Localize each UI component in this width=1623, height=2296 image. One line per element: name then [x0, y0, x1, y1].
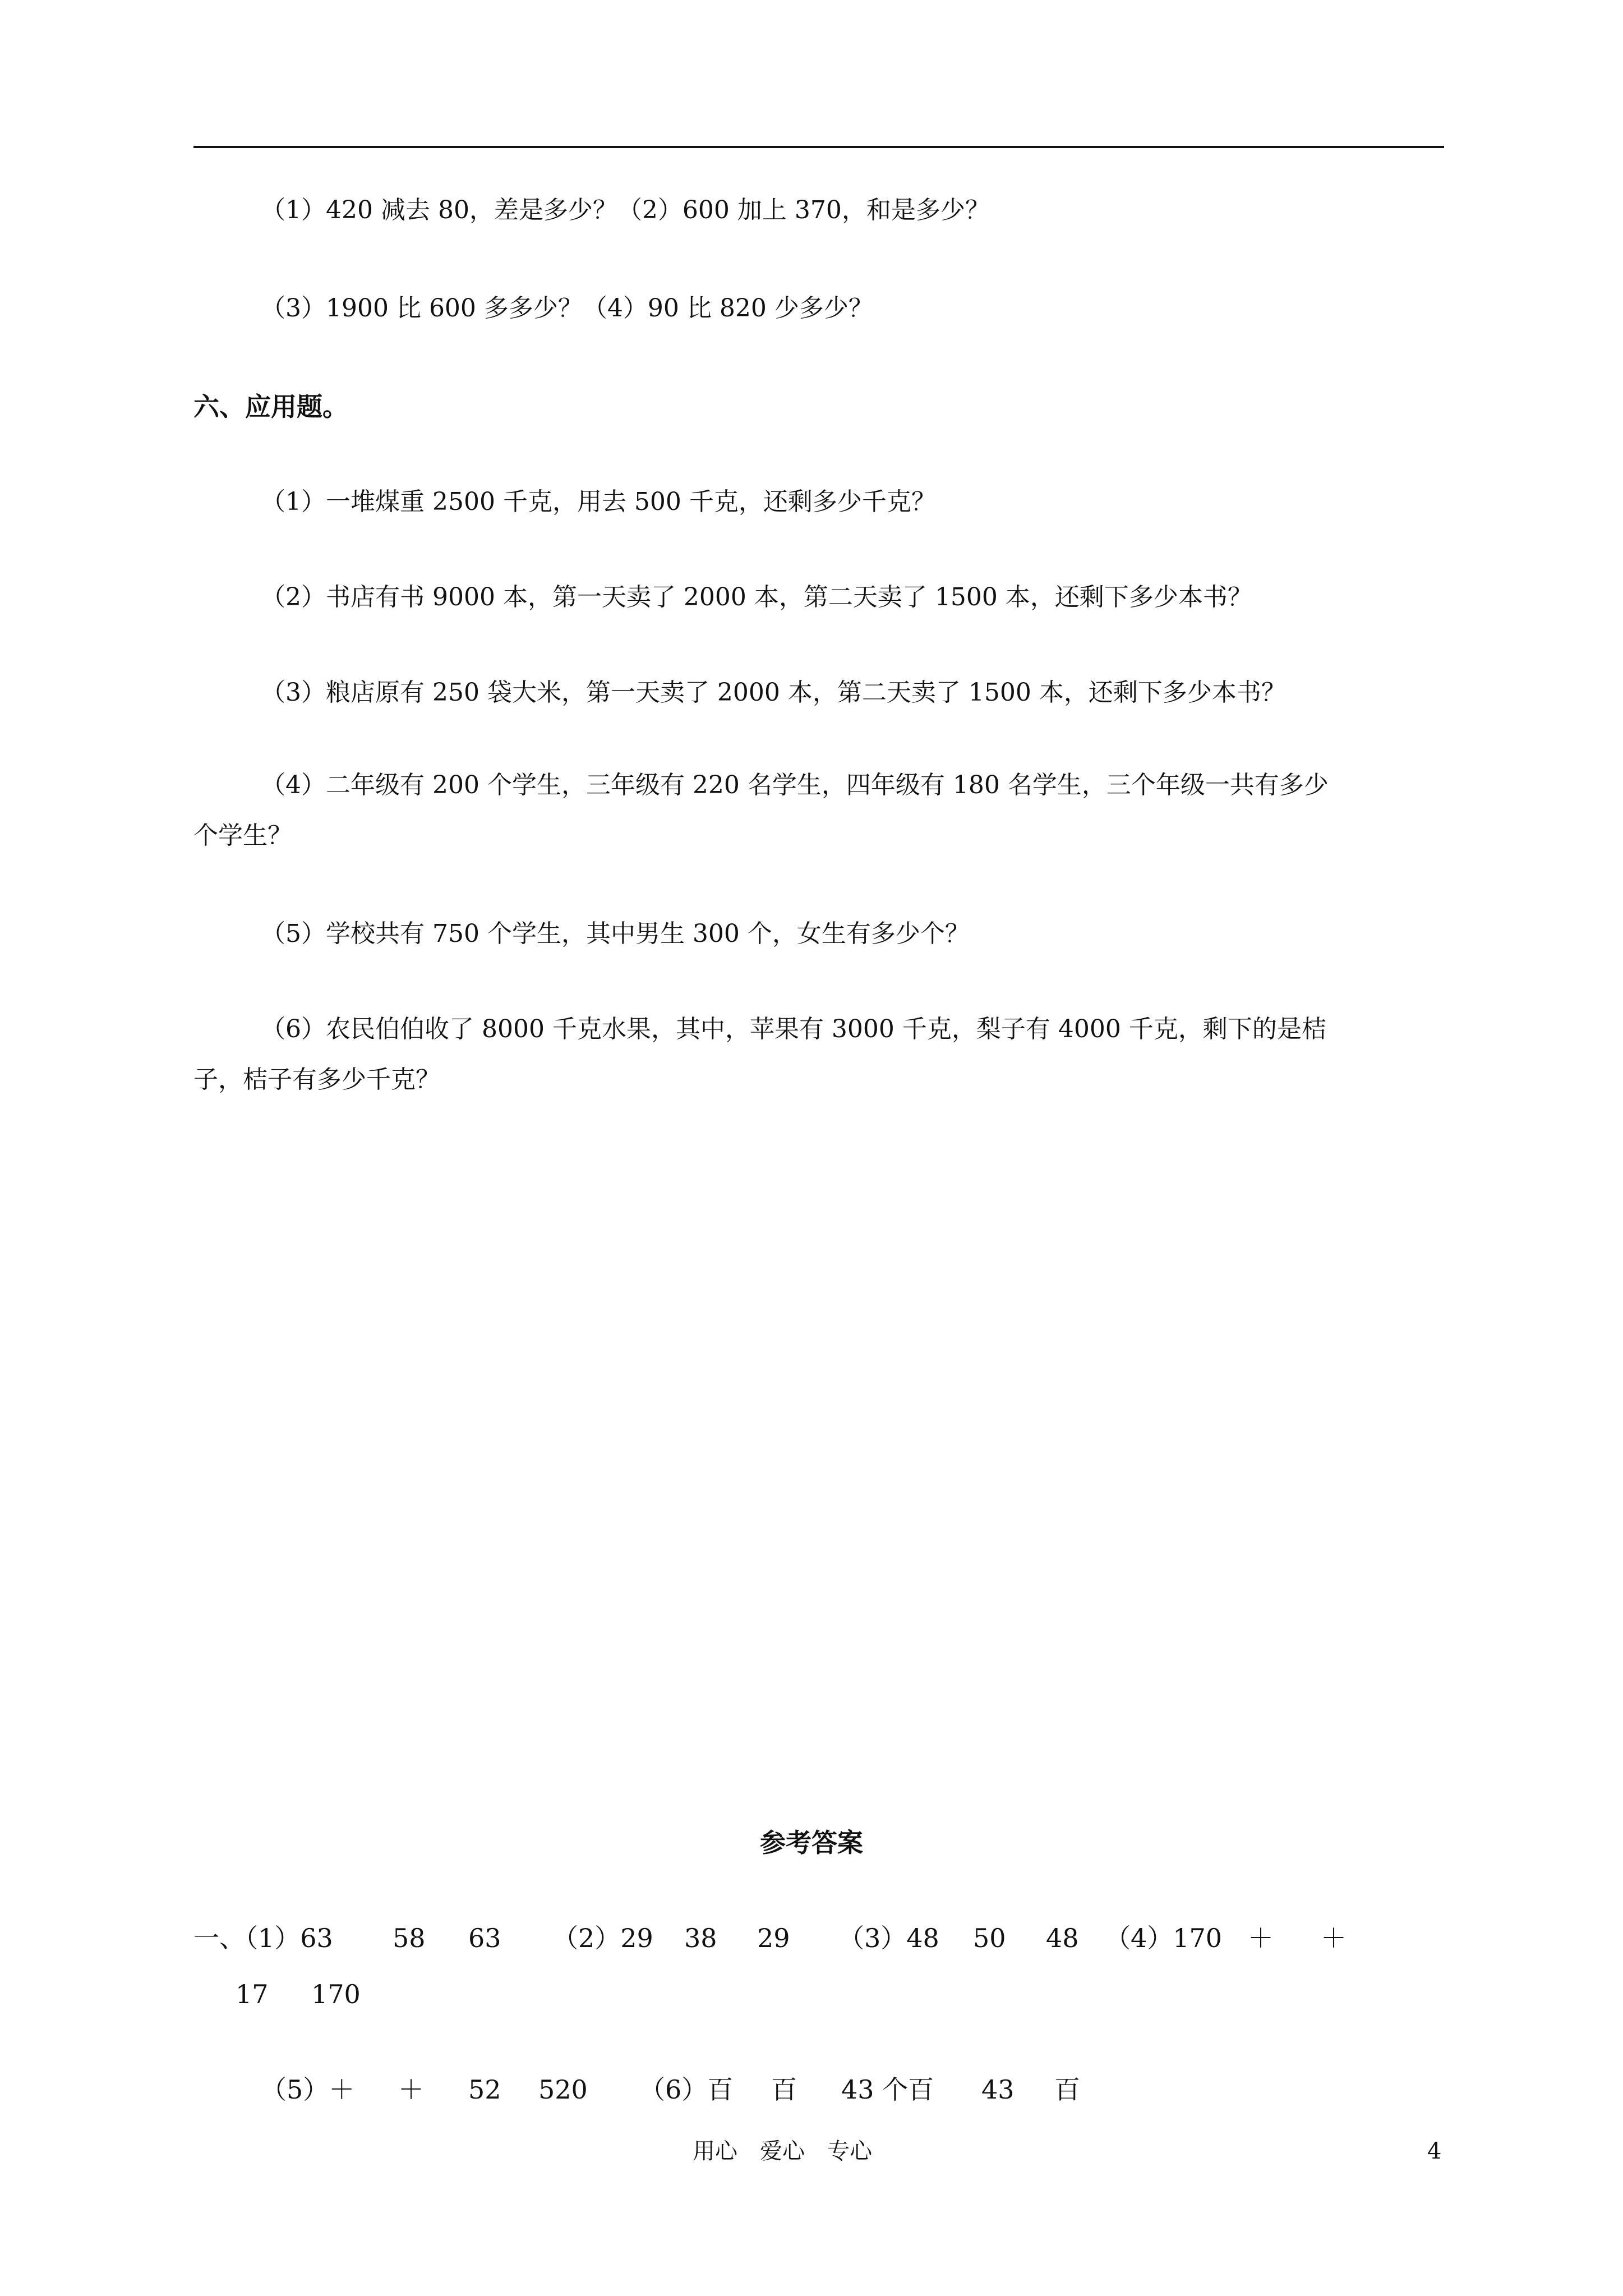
answer-item: 63: [468, 1923, 501, 1953]
word-problem-4-line1: （4）二年级有 200 个学生，三年级有 220 名学生，四年级有 180 名学生，三个年级一共有多少: [261, 771, 1329, 799]
word-problem-5: （5）学校共有 750 个学生，其中男生 300 个，女生有多少个？: [261, 919, 970, 948]
answer-item: （4）170: [1105, 1923, 1223, 1953]
answer-item: （5）＋: [261, 2074, 355, 2105]
answer-item: 520: [538, 2074, 588, 2105]
answer-item: ＋: [1321, 1923, 1347, 1953]
section-six-heading: 六、应用题。: [193, 392, 348, 422]
word-problem-4-line2: 个学生？: [193, 821, 292, 850]
answer-item: 58: [393, 1923, 426, 1953]
header-rule: [193, 146, 1444, 148]
exercise-q1-q2: （1）420 减去 80，差是多少？（2）600 加上 370，和是多少？: [261, 196, 990, 224]
answer-item: 48: [1046, 1923, 1079, 1953]
answer-item: 17: [236, 1979, 269, 2009]
word-problem-3: （3）粮店原有 250 袋大米，第一天卖了 2000 本，第二天卖了 1500 本，还剩下多少本书？: [261, 678, 1286, 707]
word-problem-1: （1）一堆煤重 2500 千克，用去 500 千克，还剩多少千克？: [261, 487, 936, 516]
answer-item: （2）29: [552, 1923, 653, 1953]
answer-item: 百: [771, 2074, 797, 2105]
answer-item: （6）百: [639, 2074, 734, 2105]
answer-item: 一、（1）63: [193, 1923, 333, 1953]
word-problem-6-line2: 子，桔子有多少千克？: [193, 1065, 440, 1094]
answer-key-title: 参考答案: [760, 1828, 863, 1858]
answer-item: 38: [684, 1923, 717, 1953]
answer-item: ＋: [398, 2074, 424, 2105]
exercise-q3-q4: （3）1900 比 600 多多少？（4）90 比 820 少多少？: [261, 294, 873, 323]
answer-item: 43: [981, 2074, 1015, 2105]
answer-item: 170: [311, 1979, 361, 2009]
answer-item: 43 个百: [841, 2074, 934, 2105]
footer-motto: 用心 爱心 专心: [693, 2138, 872, 2164]
answer-item: 百: [1054, 2074, 1080, 2105]
page-number: 4: [1427, 2138, 1442, 2164]
answer-item: 52: [468, 2074, 501, 2105]
answer-item: ＋: [1248, 1923, 1274, 1953]
answer-item: 50: [973, 1923, 1006, 1953]
word-problem-6-line1: （6）农民伯伯收了 8000 千克水果，其中，苹果有 3000 千克，梨子有 4000 千克，剩下的是桔: [261, 1015, 1326, 1043]
word-problem-2: （2）书店有书 9000 本，第一天卖了 2000 本，第二天卖了 1500 本，还剩下多少本书？: [261, 583, 1252, 611]
answer-item: 29: [757, 1923, 790, 1953]
answer-item: （3）48: [838, 1923, 939, 1953]
